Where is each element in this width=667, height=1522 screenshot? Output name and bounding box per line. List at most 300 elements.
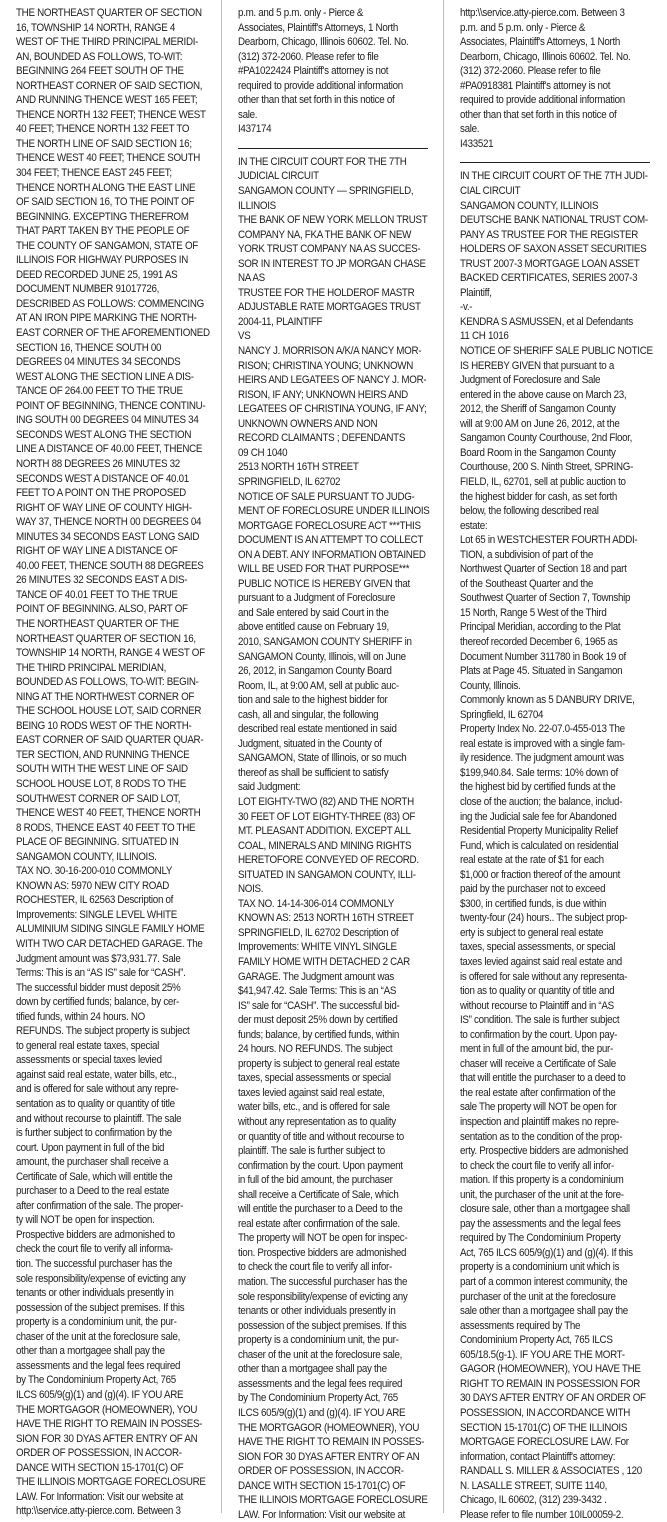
text-line: DOCUMENT IS AN ATTEMPT TO COLLECT xyxy=(238,534,424,547)
text-line: NING AT THE NORTHWEST CORNER OF xyxy=(16,690,195,703)
text-line: SANGAMON COUNTY, ILLINOIS. xyxy=(16,850,157,863)
text-line: THE COUNTY OF SANGAMON, STATE OF xyxy=(16,239,198,252)
text-line: real estate after confirmation of the sale. xyxy=(238,1217,400,1230)
text-line: amount, the purchaser shall receive a xyxy=(16,1156,169,1169)
text-line: assessments or special taxes levied xyxy=(16,1054,162,1067)
text-line: LEGATEES OF CHRISTINA YOUNG, IF ANY; xyxy=(238,403,427,416)
text-line: -v.- xyxy=(460,301,473,314)
text-line: Board Room in the Sangamon County xyxy=(460,446,616,459)
text-line: inspection and plaintiff makes no repre- xyxy=(460,1116,619,1129)
text-line: entered in the above cause on March 23, xyxy=(460,388,627,401)
text-line: ILLINOIS FOR HIGHWAY PURPOSES IN xyxy=(16,254,188,267)
text-line: assessments and the legal fees required xyxy=(238,1377,403,1390)
text-line: court. Upon payment in full of the bid xyxy=(16,1141,165,1154)
text-line: VS xyxy=(238,330,251,343)
text-line: Fund, which is calculated on residential xyxy=(460,839,619,852)
text-line: AN, BOUNDED AS FOLLOWS, TO-WIT: xyxy=(16,50,183,63)
text-line: COMPANY NA, FKA THE BANK OF NEW xyxy=(238,228,412,241)
text-line: $41,947.42. Sale Terms: This is an “AS xyxy=(238,985,397,998)
text-line: tion and sale to the highest bidder for xyxy=(238,694,388,707)
text-line: 30 FEET OF LOT EIGHTY-THREE (83) OF xyxy=(238,810,416,823)
text-line: purchaser to a Deed to the real estate xyxy=(16,1185,170,1198)
text-line: SECONDS WEST A DISTANCE OF 40.01 xyxy=(16,472,189,485)
text-line: chaser of the unit at the foreclosure sale, xyxy=(16,1330,181,1343)
text-line: to general real estate taxes, special xyxy=(16,1039,159,1052)
text-line: NORTHEAST CORNER OF SAID SECTION, xyxy=(16,79,203,92)
text-line: other than a mortgagee shall pay the xyxy=(238,1363,387,1376)
text-line: TRUST 2007-3 MORTGAGE LOAN ASSET xyxy=(460,257,640,270)
text-line: DANCE WITH SECTION 15-1701(C) OF xyxy=(16,1461,184,1474)
text-line: tion. The successful purchaser has the xyxy=(16,1258,173,1271)
text-line: of the Southeast Quarter and the xyxy=(460,577,594,590)
text-line: sale other than a mortgagee shall pay the xyxy=(460,1305,628,1318)
text-line: (312) 372-2060. Please refer to file xyxy=(460,65,601,78)
text-line: AND RUNNING THENCE WEST 165 FEET; xyxy=(16,94,198,107)
text-line: Improvements: WHITE VINYL SINGLE xyxy=(238,941,397,954)
text-line: shall receive a Certificate of Sale, which xyxy=(238,1188,399,1201)
text-line: WEST OF THE THIRD PRINCIPAL MERIDI- xyxy=(16,36,199,49)
text-line: SANGAMON, State of Illinois, or so much xyxy=(238,752,407,765)
text-line: TOWNSHIP 14 NORTH, RANGE 4 WEST OF xyxy=(16,647,205,660)
text-line: after confirmation of the sale. The proper- xyxy=(16,1199,184,1212)
text-line: paid by the purchaser not to exceed xyxy=(460,883,606,896)
text-line: DEUTSCHE BANK NATIONAL TRUST COM- xyxy=(460,214,648,227)
text-line: SANGAMON County, Illinois, will on June xyxy=(238,650,406,663)
text-line: HOLDERS OF SAXON ASSET SECURITIES xyxy=(460,243,647,256)
text-line: SECONDS WEST ALONG THE SECTION xyxy=(16,428,192,441)
text-line: by The Condominium Property Act, 765 xyxy=(238,1392,398,1405)
text-line: SPRINGFIELD, IL 62702 xyxy=(238,475,341,488)
text-line: to confirmation by the court. Upon pay- xyxy=(460,1028,618,1041)
text-line: 26 MINUTES 32 SECONDS EAST A DIS- xyxy=(16,574,188,587)
text-line: 11 CH 1016 xyxy=(460,330,509,343)
text-line: the highest bidder for cash, as set forth xyxy=(460,490,618,503)
text-line: SECTION 15-1701(C) OF THE ILLINOIS xyxy=(460,1421,628,1434)
text-line: LOT EIGHTY-TWO (82) AND THE NORTH xyxy=(238,795,414,808)
text-line: ILCS 605/9(g)(1) and (g)(4). IF YOU ARE xyxy=(238,1406,406,1419)
text-line: 304 FEET; THENCE EAST 245 FEET; xyxy=(16,167,172,180)
text-line: cash, all and singular, the following xyxy=(238,708,379,721)
notice-foreclosure-asmussen xyxy=(460,169,661,1522)
text-line: THE NORTHEAST QUARTER OF SECTION xyxy=(16,7,202,19)
text-line: sentation as to quality or quantity of title xyxy=(16,1098,175,1111)
text-line: tenants or other individuals presently in xyxy=(16,1287,174,1300)
text-line: required to provide additional information xyxy=(460,94,625,107)
text-line: Commonly known as 5 DANBURY DRIVE, xyxy=(460,694,635,707)
text-line: required by The Condominium Property xyxy=(460,1232,621,1245)
text-line: Principal Meridian, according to the Plat xyxy=(460,621,621,634)
text-line: I433521 xyxy=(460,137,494,150)
text-line: DEGREES 04 MINUTES 34 SECONDS xyxy=(16,356,181,369)
text-line: Judgment of Foreclosure and Sale xyxy=(460,374,601,387)
text-line: p.m. and 5 p.m. only - Pierce & xyxy=(238,7,364,19)
text-line: funds; balance, by certified funds, within xyxy=(238,1028,400,1041)
text-line: Plats at Page 45. Situated in Sangamon xyxy=(460,665,623,678)
text-line: RANDALL S. MILLER & ASSOCIATES , 120 xyxy=(460,1465,642,1478)
text-line: TRUSTEE FOR THE HOLDEROF MASTR xyxy=(238,286,415,299)
text-line: to check the court file to verify all infor- xyxy=(460,1159,614,1172)
text-line: THE ILLINOIS MORTGAGE FORECLOSURE xyxy=(16,1476,206,1489)
text-line: ORDER OF POSSESSION, IN ACCOR- xyxy=(16,1447,182,1460)
text-line: unit, the purchaser of the unit at the fore- xyxy=(460,1188,624,1201)
text-line: Southwest Quarter of Section 7, Township xyxy=(460,592,631,605)
text-line: EAST CORNER OF SAID QUARTER QUAR- xyxy=(16,734,204,747)
text-line: POINT OF BEGINNING, THENCE CONTINU- xyxy=(16,399,206,412)
text-line: http:\\service.atty-pierce.com. Between 3 xyxy=(460,7,625,19)
text-line: mation. The successful purchaser has the xyxy=(238,1276,408,1289)
text-line: thereof as shall be sufficient to satisfy xyxy=(238,766,389,779)
text-line: required to provide additional information xyxy=(238,79,403,92)
text-line: ING SOUTH 00 DEGREES 04 MINUTES 34 xyxy=(16,414,199,427)
text-line: 605/18.5(g-1). IF YOU ARE THE MORT- xyxy=(460,1348,625,1361)
text-line: ILCS 605/9(g)(1) and (g)(4). IF YOU ARE xyxy=(16,1388,184,1401)
text-line: Dearborn, Chicago, Illinois 60602. Tel. No. xyxy=(238,36,409,49)
text-line: 09 CH 1040 xyxy=(238,446,288,459)
text-line: AT AN IRON PIPE MARKING THE NORTH- xyxy=(16,312,197,325)
text-line: pay the assessments and the legal fees xyxy=(460,1217,621,1230)
text-line: LAW. For Information: Visit our website at xyxy=(238,1508,406,1521)
text-line: The property will NOT be open for inspec- xyxy=(238,1232,408,1245)
text-line: down by certified funds; balance, by cer- xyxy=(16,996,179,1009)
text-line: $300, in certified funds, is due within xyxy=(460,897,607,910)
text-line: tion. Prospective bidders are admonished xyxy=(238,1246,407,1259)
text-line: RISON, IF ANY; UNKNOWN HEIRS AND xyxy=(238,388,408,401)
text-line: sole responsibility/expense of evicting any xyxy=(16,1272,186,1285)
text-line: $199,940.84. Sale terms: 10% down of xyxy=(460,766,618,779)
text-line: ily residence. The judgment amount was xyxy=(460,752,624,765)
text-line: SECTION 16, THENCE SOUTH 00 xyxy=(16,341,162,354)
text-line: twenty-four (24) hours.. The subject prop- xyxy=(460,912,628,925)
text-line: below, the following described real xyxy=(460,505,599,518)
text-line: KNOWN AS: 2513 NORTH 16TH STREET xyxy=(238,912,414,925)
text-line: FIELD, IL, 62701, sell at public auction to xyxy=(460,475,626,488)
text-line: property is subject to general real estate xyxy=(238,1057,400,1070)
text-line: Room, IL, at 9:00 AM, sell at public auc- xyxy=(238,679,399,692)
text-line: said Judgment: xyxy=(238,781,301,794)
text-line: Plaintiff, xyxy=(460,286,492,299)
text-line: Associates, Plaintiff's Attorneys, 1 North xyxy=(238,21,399,34)
text-line: BEGINNING. EXCEPTING THEREFROM xyxy=(16,210,189,223)
text-line: 8 RODS, THENCE EAST 40 FEET TO THE xyxy=(16,821,196,834)
text-line: NANCY J. MORRISON A/K/A NANCY MOR- xyxy=(238,345,422,358)
text-line: TION, a subdivision of part of the xyxy=(460,548,593,561)
text-line: sale. xyxy=(460,123,480,136)
text-line: taxes levied against said real estate, xyxy=(238,1086,385,1099)
text-line: plaintiff. The sale is further subject to xyxy=(238,1145,385,1158)
text-line: close of the auction; the balance, includ- xyxy=(460,795,623,808)
text-line: TAX NO. 14-14-306-014 COMMONLY xyxy=(238,897,395,910)
text-line: DEED RECORDED JUNE 25, 1991 AS xyxy=(16,268,178,281)
text-line: possession of the subject premises. If this xyxy=(16,1301,185,1314)
text-line: THE SCHOOL HOUSE LOT, SAID CORNER xyxy=(16,705,202,718)
text-line: erty. Prospective bidders are admonished xyxy=(460,1145,629,1158)
text-line: THE NORTHEAST QUARTER OF THE xyxy=(16,617,179,630)
text-line: 2004-11, PLAINTIFF xyxy=(238,315,323,328)
text-line: HERETOFORE CONVEYED OF RECORD. xyxy=(238,854,419,867)
text-line: PLACE OF BEGINNING. SITUATED IN xyxy=(16,836,179,849)
notice-separator xyxy=(238,148,428,149)
text-line: DESCRIBED AS FOLLOWS: COMMENCING xyxy=(16,297,204,310)
text-line: 30 DAYS AFTER ENTRY OF AN ORDER OF xyxy=(460,1392,646,1405)
text-line: ILLINOIS xyxy=(238,199,276,212)
text-line: http:\\service.atty-pierce.com. Between 3 xyxy=(16,1505,181,1518)
text-line: IS” sale for “CASH”. The successful bid- xyxy=(238,999,400,1012)
text-line: Certificate of Sale, which will entitle the xyxy=(16,1170,173,1183)
text-line: MORTGAGE FORECLOSURE LAW. For xyxy=(460,1436,629,1449)
text-line: thereof recorded December 6, 1965 as xyxy=(460,635,618,648)
text-line: closure sale, other than a mortgagee shall xyxy=(460,1203,630,1216)
text-line: GARAGE. The Judgment amount was xyxy=(238,970,395,983)
text-line: 2010, SANGAMON COUNTY SHERIFF in xyxy=(238,635,412,648)
text-line: THENCE WEST 40 FEET, THENCE NORTH xyxy=(16,807,201,820)
text-line: SCHOOL HOUSE LOT, 8 RODS TO THE xyxy=(16,777,186,790)
text-line: confirmation by the court. Upon payment xyxy=(238,1159,403,1172)
text-line: KNOWN AS: 5970 NEW CITY ROAD xyxy=(16,879,170,892)
text-line: THAT PART TAKEN BY THE PEOPLE OF xyxy=(16,225,190,238)
text-line: THE BANK OF NEW YORK MELLON TRUST xyxy=(238,214,428,227)
text-line: TER SECTION, AND RUNNING THENCE xyxy=(16,748,190,761)
text-line: BOUNDED AS FOLLOWS, TO-WIT: BEGIN- xyxy=(16,676,199,689)
text-line: ty will NOT be open for inspection. xyxy=(16,1214,155,1227)
text-line: UNKNOWN OWNERS AND NON xyxy=(238,417,378,430)
text-line: Judgment, situated in the County of xyxy=(238,737,382,750)
text-line: Act, 765 ILCS 605/9(g)(1) and (g)(4). If this xyxy=(460,1246,633,1259)
text-line: other than a mortgagee shall pay the xyxy=(16,1345,165,1358)
text-line: assessments required by The xyxy=(460,1319,581,1332)
text-line: 16, TOWNSHIP 14 NORTH, RANGE 4 xyxy=(16,21,176,34)
text-line: FEET TO A POINT ON THE PROPOSED xyxy=(16,487,186,500)
text-line: BEING 10 RODS WEST OF THE NORTH- xyxy=(16,719,192,732)
text-line: estate: xyxy=(460,519,488,532)
text-line: possession of the subject premises. If this xyxy=(238,1319,407,1332)
text-line: Associates, Plaintiff's Attorneys, 1 North xyxy=(460,36,621,49)
text-line: in full of the bid amount, the purchaser xyxy=(238,1174,393,1187)
notice-continuation xyxy=(238,6,437,137)
text-line: MT. PLEASANT ADDITION. EXCEPT ALL xyxy=(238,825,411,838)
text-line: The successful bidder must deposit 25% xyxy=(16,981,181,994)
text-line: FAMILY HOME WITH DETACHED 2 CAR xyxy=(238,956,410,968)
text-line: Prospective bidders are admonished to xyxy=(16,1228,175,1241)
text-line: POINT OF BEGINNING. ALSO, PART OF xyxy=(16,603,188,616)
text-line: chaser will receive a Certificate of Sale xyxy=(460,1057,616,1070)
text-line: by The Condominium Property Act, 765 xyxy=(16,1374,176,1387)
column-1 xyxy=(0,0,221,1518)
text-line: without recourse to Plaintiff and in “AS xyxy=(460,999,614,1012)
text-line: taxes levied against said real estate and xyxy=(460,956,622,968)
text-line: SANGAMON COUNTY, ILLINOIS xyxy=(460,199,599,212)
text-line: KENDRA S ASMUSSEN, et al Defendants xyxy=(460,315,633,328)
text-line: 40 FEET; THENCE NORTH 132 FEET TO xyxy=(16,123,190,136)
text-line: Northwest Quarter of Section 18 and part xyxy=(460,563,627,576)
text-line: real estate at the rate of $1 for each xyxy=(460,854,604,867)
text-line: TAX NO. 30-16-200-010 COMMONLY xyxy=(16,865,173,878)
text-line: the real estate after confirmation of the xyxy=(460,1086,616,1099)
text-line: part of a common interest community, the xyxy=(460,1276,628,1289)
text-line: MENT OF FORECLOSURE UNDER ILLINOIS xyxy=(238,505,430,518)
column-3 xyxy=(443,0,667,1521)
text-line: SOR IN INTEREST TO JP MORGAN CHASE xyxy=(238,257,426,270)
text-line: LAW. For Information: Visit our website at xyxy=(16,1490,184,1503)
text-line: 2513 NORTH 16TH STREET xyxy=(238,461,359,474)
text-line: described real estate mentioned in said xyxy=(238,723,397,736)
text-line: property is a condominium unit, the pur- xyxy=(238,1334,399,1347)
text-line: ADJUSTABLE RATE MORTGAGES TRUST xyxy=(238,301,421,314)
text-line: #PA1022424 Plaintiff's attorney is not xyxy=(238,65,389,78)
text-line: property is a condominium unit which is xyxy=(460,1261,620,1274)
text-line: tion as to quality or quantity of title and xyxy=(460,985,615,998)
text-line: is offered for sale without any representa- xyxy=(460,970,628,983)
text-line: water bills, etc., and is offered for sale xyxy=(238,1101,390,1114)
text-line: JUDICIAL CIRCUIT xyxy=(238,170,319,183)
text-line: SION FOR 30 DYAS AFTER ENTRY OF AN xyxy=(238,1450,420,1463)
text-line: and without recourse to plaintiff. The sale xyxy=(16,1112,182,1125)
text-line: sole responsibility/expense of evicting any xyxy=(238,1290,408,1303)
text-line: information, contact Plaintiff's attorney: xyxy=(460,1450,616,1463)
text-line: chaser of the unit at the foreclosure sale, xyxy=(238,1348,403,1361)
text-line: mation. If this property is a condominium xyxy=(460,1174,624,1187)
text-line: GAGOR (HOMEOWNER), YOU HAVE THE xyxy=(460,1363,641,1376)
text-line: tified funds, within 24 hours. NO xyxy=(16,1010,145,1023)
text-line: sentation as to the condition of the prop- xyxy=(460,1130,623,1143)
text-line: THENCE WEST 40 FEET; THENCE SOUTH xyxy=(16,152,201,165)
text-line: DOCUMENT NUMBER 91017726, xyxy=(16,283,160,296)
text-line: CIAL CIRCUIT xyxy=(460,185,521,198)
text-line: assessments and the legal fees required xyxy=(16,1359,181,1372)
text-line: will entitle the purchaser to a Deed to the xyxy=(238,1203,403,1216)
text-line: WITH TWO CAR DETACHED GARAGE. The xyxy=(16,938,203,950)
text-line: NA AS xyxy=(238,272,265,285)
text-line: 15 North, Range 5 West of the Third xyxy=(460,606,607,619)
text-line: WEST ALONG THE SECTION LINE A DIS- xyxy=(16,370,194,383)
text-line: ment in full of the amount bid, the pur- xyxy=(460,1043,613,1056)
text-line: DANCE WITH SECTION 15-1701(C) OF xyxy=(238,1479,406,1492)
text-line: above entitled cause on February 19, xyxy=(238,621,389,634)
text-line: ALUMINIUM SIDING SINGLE FAMILY HOME xyxy=(16,923,205,936)
text-line: COAL, MINERALS AND MINING RIGHTS xyxy=(238,839,412,852)
text-line: Residential Property Municipality Relief xyxy=(460,825,618,838)
text-line: der must deposit 25% down by certified xyxy=(238,1014,398,1027)
text-line: $1,000 or fraction thereof of the amount xyxy=(460,868,621,881)
text-line: SANGAMON COUNTY — SPRINGFIELD, xyxy=(238,185,414,198)
text-line: erty is subject to general real estate xyxy=(460,926,604,939)
text-line: RIGHT OF WAY LINE OF COUNTY HIGH- xyxy=(16,501,192,514)
text-line: SPRINGFIELD, IL 62702 Description of xyxy=(238,926,399,939)
text-line: RIGHT TO REMAIN IN POSSESSION FOR xyxy=(460,1377,641,1390)
text-line: NORTH 88 DEGREES 26 MINUTES 32 xyxy=(16,457,180,470)
text-line: taxes, special assessments, or special xyxy=(460,941,616,954)
text-line: HEIRS AND LEGATEES OF NANCY J. MOR- xyxy=(238,374,427,387)
text-line: Document Number 311780 in Book 19 of xyxy=(460,650,626,663)
notice-continuation xyxy=(16,6,215,1519)
text-line: NOTICE OF SALE PURSUANT TO JUDG- xyxy=(238,490,415,503)
text-line: tenants or other individuals presently in xyxy=(238,1305,396,1318)
text-line: property is a condominium unit, the pur- xyxy=(16,1316,177,1329)
text-line: Please refer to file number 10IL00059-2. xyxy=(460,1508,624,1521)
text-line: and is offered for sale without any repre- xyxy=(16,1083,179,1096)
text-line: p.m. and 5 p.m. only - Pierce & xyxy=(460,21,586,34)
text-line: Sangamon County Courthouse, 2nd Floor, xyxy=(460,432,633,445)
text-line: sale. xyxy=(238,108,258,121)
text-line: 24 hours. NO REFUNDS. The subject xyxy=(238,1043,393,1056)
text-line: NORTHEAST QUARTER OF SECTION 16, xyxy=(16,632,196,645)
text-line: against said real estate, water bills, etc., xyxy=(16,1068,177,1081)
text-line: will at 9:00 AM on June 26, 2012, at the xyxy=(460,417,620,430)
text-line: WAY 37, THENCE NORTH 00 DEGREES 04 xyxy=(16,516,202,529)
text-line: Terms: This is an “AS IS” sale for “CASH”. xyxy=(16,967,186,980)
text-line: NOIS. xyxy=(238,883,264,896)
text-line: Chicago, IL 60602, (312) 239-3432 . xyxy=(460,1494,607,1507)
text-line: SOUTH WITH THE WEST LINE OF SAID xyxy=(16,763,188,776)
text-line: WILL BE USED FOR THAT PURPOSE*** xyxy=(238,563,410,576)
text-line: HAVE THE RIGHT TO REMAIN IN POSSES- xyxy=(16,1418,203,1431)
text-line: IN THE CIRCUIT COURT OF THE 7TH JUDI- xyxy=(460,170,648,183)
text-line: real estate is improved with a single fam- xyxy=(460,737,625,750)
text-line: Property Index No. 22-07.0-455-013 The xyxy=(460,723,625,736)
text-line: Courthouse, 200 S. Ninth Street, SPRING- xyxy=(460,461,634,474)
text-line: TANCE OF 264.00 FEET TO THE TRUE xyxy=(16,385,183,398)
text-line: RISON; CHRISTINA YOUNG; UNKNOWN xyxy=(238,359,413,372)
text-line: ON A DEBT. ANY INFORMATION OBTAINED xyxy=(238,548,426,561)
text-line: purchaser of the unit at the foreclosure xyxy=(460,1290,616,1303)
text-line: POSSESSION, IN ACCORDANCE WITH xyxy=(460,1406,631,1419)
text-line: is further subject to confirmation by the xyxy=(16,1127,172,1140)
text-line: Springfield, IL 62704 xyxy=(460,708,544,721)
text-line: YORK TRUST COMPANY NA AS SUCCES- xyxy=(238,243,421,256)
text-line: MINUTES 34 SECONDS EAST LONG SAID xyxy=(16,530,200,543)
text-line: the highest bid by certified funds at the xyxy=(460,781,616,794)
text-line: THE MORTGAGOR (HOMEOWNER), YOU xyxy=(16,1403,198,1416)
text-line: N. LASALLE STREET, SUITE 1140, xyxy=(460,1479,608,1492)
text-line: REFUNDS. The subject property is subject xyxy=(16,1025,190,1038)
text-line: MORTGAGE FORECLOSURE ACT ***THIS xyxy=(238,519,421,532)
column-2 xyxy=(221,0,443,1521)
text-line: 2012, the Sheriff of Sangamon County xyxy=(460,403,616,416)
text-line: IS HEREBY GIVEN that pursuant to a xyxy=(460,359,615,372)
text-line: other than that set forth in this notice of xyxy=(460,108,617,121)
text-line: Condominium Property Act, 765 ILCS xyxy=(460,1334,613,1347)
text-line: BEGINNING 264 FEET SOUTH OF THE xyxy=(16,65,184,78)
text-line: IN THE CIRCUIT COURT FOR THE 7TH xyxy=(238,155,407,168)
text-line: Lot 65 in WESTCHESTER FOURTH ADDI- xyxy=(460,534,638,547)
text-line: or quantity of title and without recourse to xyxy=(238,1130,404,1143)
text-line: OF SAID SECTION 16, TO THE POINT OF xyxy=(16,196,195,209)
text-line: RIGHT OF WAY LINE A DISTANCE OF xyxy=(16,545,178,558)
text-line: NOTICE OF SHERIFF SALE PUBLIC NOTICE xyxy=(460,345,653,358)
notice-continuation xyxy=(460,6,661,151)
text-line: THE THIRD PRINCIPAL MERIDIAN, xyxy=(16,661,167,674)
text-line: Judgment amount was $73,931.77. Sale xyxy=(16,952,181,965)
text-line: sale The property will NOT be open for xyxy=(460,1101,617,1114)
text-line: SITUATED IN SANGAMON COUNTY, ILLI- xyxy=(238,868,416,881)
text-line: and Sale entered by said Court in the xyxy=(238,606,389,619)
text-line: THE NORTH LINE OF SAID SECTION 16; xyxy=(16,137,192,150)
text-line: SOUTHWEST CORNER OF SAID LOT, xyxy=(16,792,181,805)
text-line: 40.00 FEET, THENCE SOUTH 88 DEGREES xyxy=(16,559,204,572)
text-line: SION FOR 30 DYAS AFTER ENTRY OF AN xyxy=(16,1432,198,1445)
text-line: pursuant to a Judgment of Foreclosure xyxy=(238,592,396,605)
text-line: #PA0918381 Plaintiff's attorney is not xyxy=(460,79,611,92)
text-line: ROCHESTER, IL 62563 Description of xyxy=(16,894,174,907)
text-line: PUBLIC NOTICE IS HEREBY GIVEN that xyxy=(238,577,410,590)
text-line: RECORD CLAIMANTS ; DEFENDANTS xyxy=(238,432,406,445)
text-line: other than that set forth in this notice of xyxy=(238,94,395,107)
text-line: TANCE OF 40.01 FEET TO THE TRUE xyxy=(16,588,178,601)
text-line: taxes, special assessments or special xyxy=(238,1072,391,1085)
text-line: THENCE NORTH 132 FEET; THENCE WEST xyxy=(16,108,206,121)
text-line: EAST CORNER OF THE AFOREMENTIONED xyxy=(16,327,210,340)
text-line: LINE A DISTANCE OF 40.00 FEET, THENCE xyxy=(16,443,203,456)
text-line: Dearborn, Chicago, Illinois 60602. Tel. No. xyxy=(460,50,631,63)
